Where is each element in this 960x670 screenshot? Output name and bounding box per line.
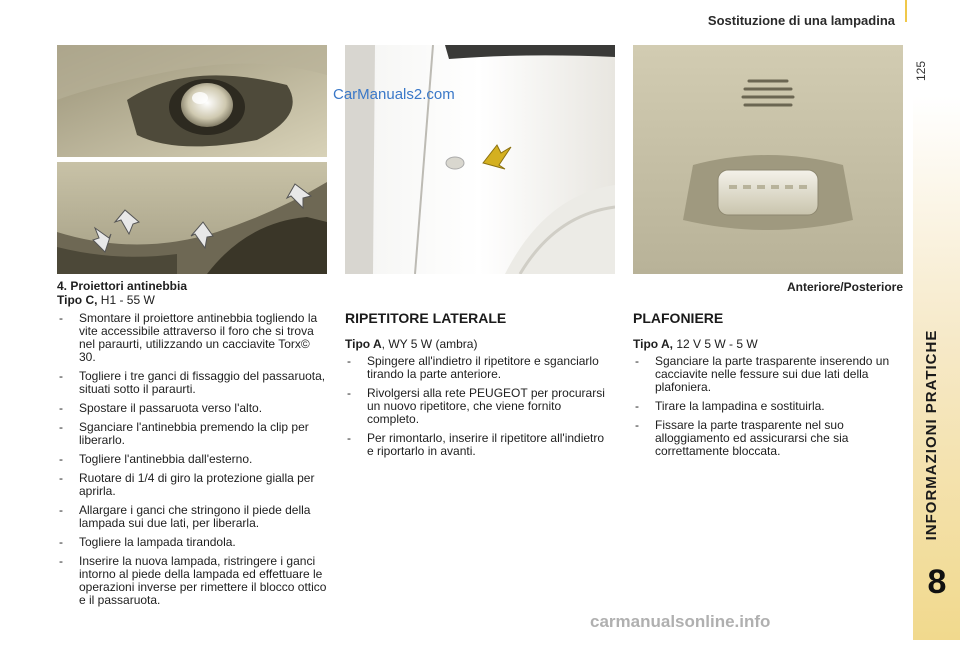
list-item: - Togliere l'antinebbia dall'esterno. xyxy=(57,453,329,466)
fog-lamp-photo xyxy=(57,45,327,157)
page-number: 125 xyxy=(914,60,928,82)
fog-lamp-steps xyxy=(57,312,329,613)
list-item: - Sganciare la parte trasparente inserendo un cacciavite nelle fessure sui due lati della plafoniera. xyxy=(633,355,905,394)
list-item: - Ruotare di 1/4 di giro la protezione gialla per aprirla. xyxy=(57,472,329,498)
ceiling-lamp-title: PLAFONIERE xyxy=(633,310,724,326)
list-item: - Sganciare l'antinebbia premendo la clip per liberarlo. xyxy=(57,421,329,447)
watermark-carmanuals2: CarManuals2.com xyxy=(333,86,455,103)
list-item: - Fissare la parte trasparente nel suo alloggiamento ed assicurarsi che sia correttamente bloccata. xyxy=(633,419,905,458)
fog-lamp-type-label: Tipo C, xyxy=(57,293,98,307)
list-item: - Allargare i ganci che stringono il piede della lampada sui due lati, per liberarla. xyxy=(57,504,329,530)
wheel-arch-photo xyxy=(57,162,327,274)
fog-lamp-type xyxy=(57,294,155,307)
chapter-title: INFORMAZIONI PRATICHE xyxy=(923,329,940,541)
ceiling-lamp-steps xyxy=(633,355,905,464)
ceiling-lamp-type-value: 12 V 5 W - 5 W xyxy=(673,337,758,351)
ceiling-lamp-caption: Anteriore/Posteriore xyxy=(786,280,903,294)
list-item: - Spingere all'indietro il ripetitore e sganciarlo tirando la parte anteriore. xyxy=(345,355,607,381)
header-accent-rule xyxy=(905,0,907,22)
side-repeater-type xyxy=(345,338,477,351)
watermark-carmanualsonline: carmanualsonline.info xyxy=(590,612,771,631)
list-item: - Spostare il passaruota verso l'alto. xyxy=(57,402,329,415)
side-repeater-photo xyxy=(345,45,615,274)
fog-lamp-heading: 4. Proiettori antinebbia xyxy=(57,279,188,293)
side-repeater-steps xyxy=(345,355,607,464)
fog-lamp-type-value: H1 - 55 W xyxy=(97,293,155,307)
side-repeater-title: RIPETITORE LATERALE xyxy=(345,310,507,326)
list-item: - Togliere i tre ganci di fissaggio del passaruota, situati sotto il paraurti. xyxy=(57,370,329,396)
side-repeater-type-value: , WY 5 W (ambra) xyxy=(381,337,478,351)
side-repeater-type-label: Tipo A xyxy=(345,337,382,351)
list-item: - Per rimontarlo, inserire il ripetitore all'indietro e riportarlo in avanti. xyxy=(345,432,607,458)
ceiling-lamp-type-label: Tipo A, xyxy=(633,337,673,351)
ceiling-lamp-type xyxy=(633,338,758,351)
list-item: - Tirare la lampadina e sostituirla. xyxy=(633,400,905,413)
list-item: - Togliere la lampada tirandola. xyxy=(57,536,329,549)
list-item: - Inserire la nuova lampada, ristringere i ganci intorno al piede della lampada ed effettuare le operazioni inverse per rimettere il blocco ottico e il passaruota. xyxy=(57,555,329,607)
list-item: - Smontare il proiettore antinebbia togliendo la vite accessibile attraverso il foro che si trova nel paraurti, utilizzando un cacciavite Torx© 30. xyxy=(57,312,329,364)
list-item: - Rivolgersi alla rete PEUGEOT per procurarsi un nuovo ripetitore, che viene fornito completo. xyxy=(345,387,607,426)
chapter-number: 8 xyxy=(927,563,947,601)
ceiling-lamp-photo xyxy=(633,45,903,274)
page-header-title: Sostituzione di una lampadina xyxy=(707,13,895,28)
